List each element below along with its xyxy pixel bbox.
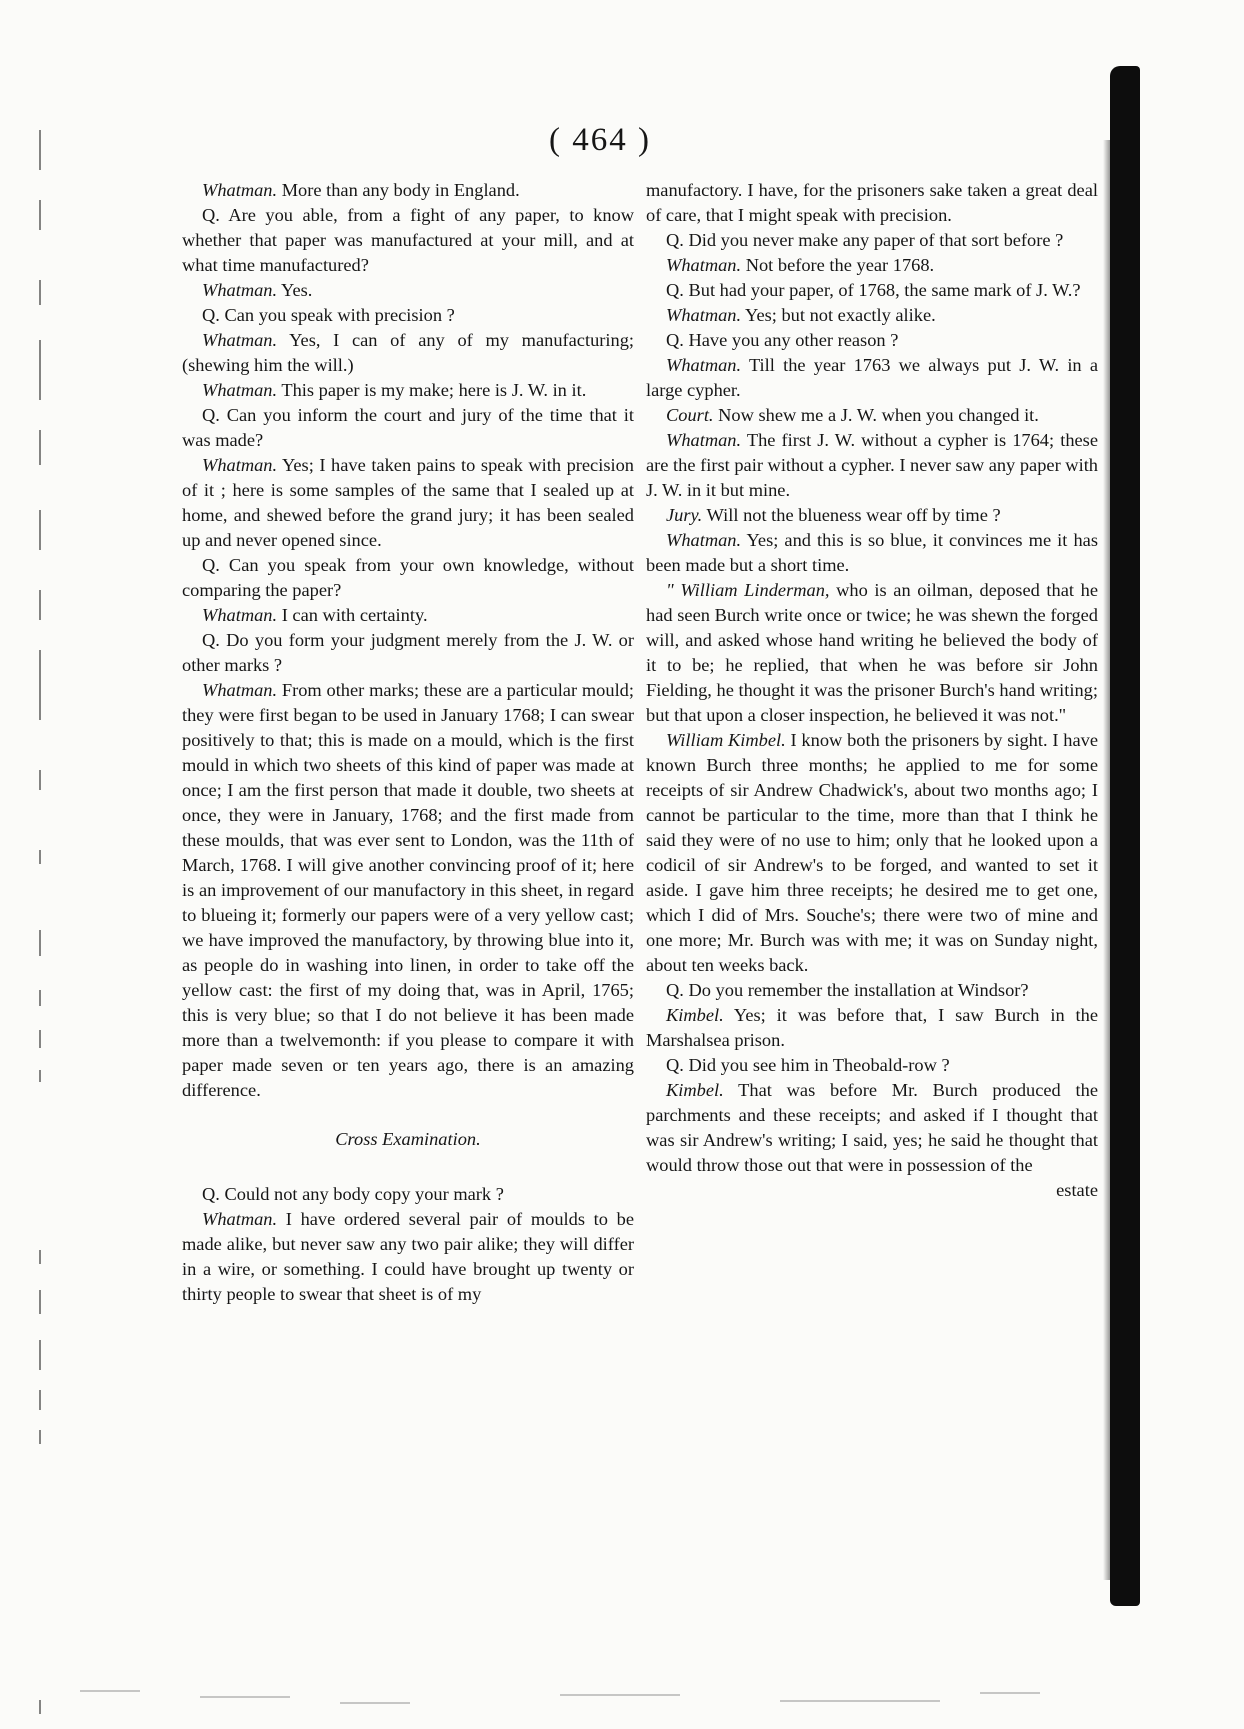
- speaker-name: Kimbel.: [666, 1005, 724, 1025]
- paragraph-text: The first J. W. without a cypher is 1764; these are the first pair without a cypher. I never saw any paper with J. W. in it but mine.: [646, 430, 1098, 500]
- catchword: estate: [1056, 1180, 1098, 1200]
- speaker-name: William Kimbel.: [666, 730, 786, 750]
- paragraph-text: More than any body in England.: [277, 180, 520, 200]
- paragraph-text: I know both the prisoners by sight. I have known Burch three months; he applied to me for some receipts of sir Andrew Chadwick's, about two months ago; I cannot be particular to the time, more than that I think he said they were of no use to him; only that he looked upon a codicil of sir Andrew's to be forged, and wanted to set it aside. I gave him three receipts; he desired me to get one, which I did of Mrs. Souche's; there were two of mine and one more; Mr. Burch was with me; it was on Sunday night, about ten weeks back.: [646, 730, 1098, 975]
- speaker-name: Whatman.: [202, 605, 278, 625]
- paragraph-text: Yes; it was before that, I saw Burch in the Marshalsea prison.: [646, 1005, 1098, 1050]
- paragraph-text: Q. Can you inform the court and jury of the time that it was made?: [182, 405, 634, 450]
- testimony-paragraph: [646, 178, 1098, 228]
- testimony-paragraph: [182, 628, 634, 678]
- speaker-name: Whatman.: [666, 255, 742, 275]
- testimony-paragraph: [182, 603, 634, 628]
- testimony-paragraph: [646, 978, 1098, 1003]
- speaker-name: Whatman.: [202, 1209, 278, 1229]
- testimony-paragraph: [646, 1053, 1098, 1078]
- testimony-paragraph: [646, 328, 1098, 353]
- speaker-name: Whatman.: [666, 530, 742, 550]
- speaker-name: Whatman.: [202, 680, 278, 700]
- testimony-paragraph: [646, 253, 1098, 278]
- paragraph-text: Yes; I have taken pains to speak with precision of it ; here is some samples of the same that I sealed up at home, and shewed before the grand jury; it has been sealed up and never opened since.: [182, 455, 634, 550]
- paragraph-text: From other marks; these are a particular mould; they were first began to be used in January 1768; I can swear positively to that; this is made on a mould, which is the first mould in which two sheets of this kind of paper was made at once; I am the first person that made it double, two sheets at once, they were in January, 1768; and the first made from these moulds, that was ever sent to London, was the 11th of March, 1768. I will give another convincing proof of it; here is an improvement of our manufactory in this sheet, in regard to blueing it; formerly our papers were of a very yellow cast; we have improved the manufactory, by throwing blue into it, as people do in washing into linen, in order to take off the yellow cast: the first of my doing that, was in April, 1765; this is very blue; so that I do not believe it has been made more than a twelvemonth: if you please to compare it with paper made seven or ten years ago, there is an amazing difference.: [182, 680, 634, 1100]
- testimony-paragraph: [182, 378, 634, 403]
- paragraph-text: I can with certainty.: [277, 605, 428, 625]
- speaker-name: " William Linderman,: [666, 580, 830, 600]
- paragraph-text: Q. But had your paper, of 1768, the same mark of J. W.?: [666, 280, 1081, 300]
- paragraph-text: Yes, I can of any of my manufacturing; (shewing him the will.): [182, 330, 634, 375]
- testimony-paragraph: [646, 528, 1098, 578]
- paragraph-text: Q. Can you speak from your own knowledge, without comparing the paper?: [182, 555, 634, 600]
- speaker-name: Whatman.: [202, 380, 278, 400]
- speaker-name: Whatman.: [202, 455, 278, 475]
- speaker-name: Whatman.: [202, 180, 278, 200]
- testimony-paragraph: [182, 203, 634, 278]
- paragraph-text: Now shew me a J. W. when you changed it.: [713, 405, 1039, 425]
- testimony-paragraph: [182, 553, 634, 603]
- paragraph-text: Q. Have you any other reason ?: [666, 330, 899, 350]
- testimony-paragraph: [182, 678, 634, 1103]
- testimony-paragraph: [646, 1078, 1098, 1178]
- margin-scan-marks: [36, 130, 46, 1710]
- paragraph-text: Will not the blueness wear off by time ?: [702, 505, 1001, 525]
- paragraph-text: I have ordered several pair of moulds to be made alike, but never saw any two pair alike; they will differ in a wire, or something. I could have brought up twenty or thirty people to swear that sheet is of my: [182, 1209, 634, 1304]
- speaker-name: Jury.: [666, 505, 703, 525]
- speaker-name: Whatman.: [666, 355, 742, 375]
- paragraph-text: Q. Do you remember the installation at Windsor?: [666, 980, 1029, 1000]
- speaker-name: Whatman.: [202, 330, 278, 350]
- paragraph-text: Till the year 1763 we always put J. W. in a large cypher.: [646, 355, 1098, 400]
- scan-binding-bar: [1110, 66, 1140, 1606]
- paragraph-text: Not before the year 1768.: [741, 255, 935, 275]
- testimony-paragraph: [646, 1003, 1098, 1053]
- testimony-paragraph: [646, 503, 1098, 528]
- testimony-paragraph: [646, 303, 1098, 328]
- testimony-paragraph: [182, 278, 634, 303]
- paragraph-text: who is an oilman, deposed that he had seen Burch write once or twice; he was shewn the forged will, and asked whose hand writing he believed the body of it to be; he replied, that when he was before sir John Fielding, he thought it was the prisoner Burch's hand writing; but that upon a closer inspection, he believed it was not.": [646, 580, 1098, 725]
- testimony-paragraph: [646, 728, 1098, 978]
- testimony-paragraph: [646, 353, 1098, 403]
- testimony-paragraph: [182, 328, 634, 378]
- paragraph-text: Yes; but not exactly alike.: [741, 305, 936, 325]
- speaker-name: Whatman.: [666, 430, 742, 450]
- paragraph-text: Q. Are you able, from a fight of any paper, to know whether that paper was manufactured at your mill, and at what time manufactured?: [182, 205, 634, 275]
- left-column: [182, 178, 634, 1307]
- speaker-name: Kimbel.: [666, 1080, 724, 1100]
- speaker-name: Whatman.: [202, 280, 278, 300]
- paragraph-text: Q. Could not any body copy your mark ?: [202, 1184, 504, 1204]
- testimony-paragraph: [646, 228, 1098, 253]
- right-column: [646, 178, 1098, 1203]
- testimony-paragraph: [182, 453, 634, 553]
- testimony-paragraph: [182, 403, 634, 453]
- paragraph-text: Q. Did you never make any paper of that sort before ?: [666, 230, 1064, 250]
- paragraph-text: Q. Did you see him in Theobald-row ?: [666, 1055, 950, 1075]
- testimony-paragraph: [182, 178, 634, 203]
- testimony-paragraph: [646, 278, 1098, 303]
- speaker-name: Whatman.: [666, 305, 742, 325]
- testimony-paragraph: [646, 403, 1098, 428]
- testimony-paragraph: [182, 1207, 634, 1307]
- speaker-name: Court.: [666, 405, 714, 425]
- testimony-paragraph: [182, 303, 634, 328]
- paragraph-text: manufactory. I have, for the prisoners sake taken a great deal of care, that I might speak with precision.: [646, 180, 1098, 225]
- paragraph-text: Q. Do you form your judgment merely from the J. W. or other marks ?: [182, 630, 634, 675]
- section-heading: Cross Examination.: [335, 1129, 481, 1149]
- paragraph-text: Yes.: [277, 280, 313, 300]
- testimony-paragraph: [646, 428, 1098, 503]
- testimony-paragraph: [182, 1182, 634, 1207]
- paragraph-text: That was before Mr. Burch produced the parchments and these receipts; and asked if I thought that was sir Andrew's writing; I said, yes; he said he thought that would throw those out that were in possession of the: [646, 1080, 1098, 1175]
- page-number: ( 464 ): [549, 122, 651, 158]
- paragraph-text: Yes; and this is so blue, it convinces me it has been made but a short time.: [646, 530, 1098, 575]
- scan-noise: [80, 1690, 1080, 1720]
- testimony-paragraph: [646, 578, 1098, 728]
- paragraph-text: This paper is my make; here is J. W. in it.: [277, 380, 587, 400]
- paragraph-text: Q. Can you speak with precision ?: [202, 305, 455, 325]
